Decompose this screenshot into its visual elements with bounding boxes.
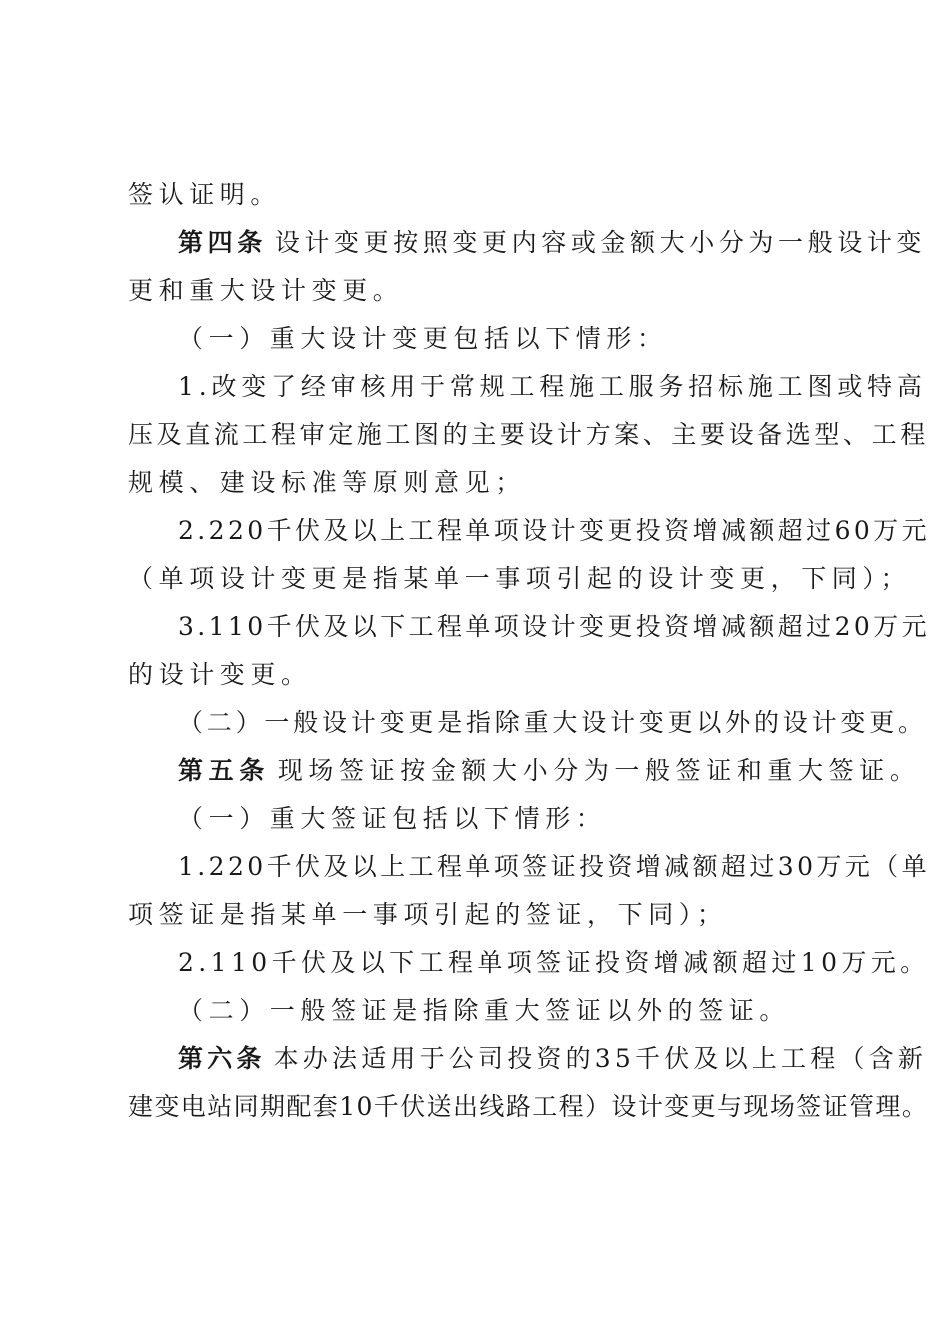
article-4-heading: 第四条 <box>178 228 267 257</box>
text-line: 1.改变了经审核用于常规工程施工服务招标施工图或特高 <box>178 372 927 401</box>
text-line: （一）重大设计变更包括以下情形： <box>178 324 668 353</box>
article-6-heading: 第六条 <box>178 1044 266 1073</box>
text-line: 规模、建设标准等原则意见； <box>128 468 526 497</box>
text-line: 1.220千伏及以上工程单项签证投资增减额超过30万元（单 <box>178 852 930 881</box>
text-line: 项签证是指某单一事项引起的签证，下同）； <box>128 900 728 929</box>
text-line: （一）重大签证包括以下情形： <box>178 804 607 833</box>
text-line: 更和重大设计变更。 <box>128 276 404 305</box>
text-line: 建变电站同期配套10千伏送出线路工程）设计变更与现场签证管理。 <box>128 1092 929 1121</box>
text-line: 压及直流工程审定施工图的主要设计方案、主要设备选型、工程 <box>128 420 929 449</box>
text-line: 3.110千伏及以下工程单项设计变更投资增减额超过20万元 <box>178 612 930 641</box>
text-line: 2.110千伏及以下工程单项签证投资增减额超过10万元。 <box>178 948 930 977</box>
article-5-line: 第五条 现场签证按金额大小分为一般签证和重大签证。 <box>178 756 921 785</box>
text-line: （二）一般设计变更是指除重大设计变更以外的设计变更。 <box>178 708 927 737</box>
article-6-line: 第六条 本办法适用于公司投资的35千伏及以上工程（含新 <box>178 1044 928 1073</box>
text-line: （二）一般签证是指除重大签证以外的签证。 <box>178 996 791 1025</box>
text-line: 签认证明。 <box>128 180 282 209</box>
text-line: 2.220千伏及以上工程单项设计变更投资增减额超过60万元 <box>178 516 930 545</box>
text-line: （单项设计变更是指某单一事项引起的设计变更，下同）； <box>128 564 912 593</box>
article-4-line: 第四条 设计变更按照变更内容或金额大小分为一般设计变 <box>178 228 927 257</box>
text-line: 的设计变更。 <box>128 660 312 689</box>
article-5-heading: 第五条 <box>178 756 270 785</box>
